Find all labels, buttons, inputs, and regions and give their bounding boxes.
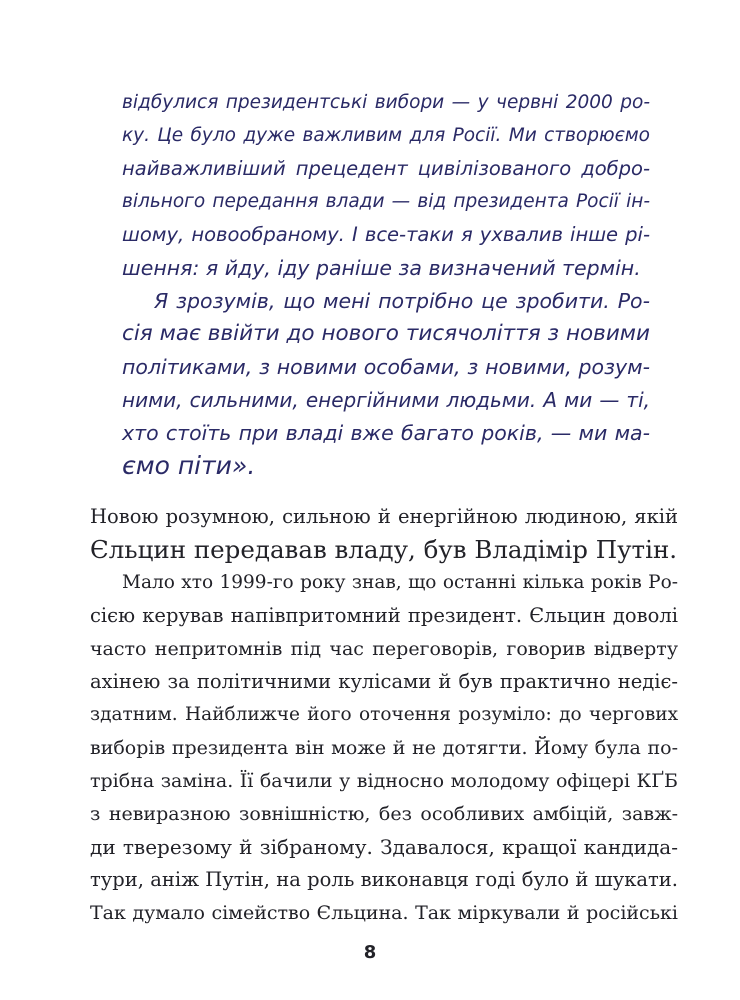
quote-line: політиками, з новими особами, з новими, розум- — [122, 355, 650, 379]
quote-line: відбулися президентські вибори — у червні 2000 ро- — [122, 92, 650, 113]
body-line: часто непритомнів під час переговорів, говорив відверту — [90, 638, 678, 660]
quote-line: ємо піти». — [122, 451, 256, 480]
quote-line: сія має ввійти до нового тисячоліття з новими — [122, 321, 650, 346]
body-line: здатним. Найближче його оточення розуміло: до чергових — [90, 704, 678, 725]
body-line: Мало хто 1999-го року знав, що останні кілька років Ро- — [122, 572, 678, 593]
body-line: Новою розумною, сильною й енергійною людиною, якій — [90, 505, 678, 528]
body-line: трібна заміна. Її бачили у відносно молодому офіцері КҐБ — [90, 770, 678, 792]
page-number: 8 — [363, 942, 377, 963]
body-line: ахінею за політичними кулісами й був практично недіє- — [90, 670, 678, 693]
body-line: Так думало сімейство Єльцина. Так міркували й російські — [90, 902, 678, 924]
body-line: тури, аніж Путін, на роль виконавця годі було й шукати. — [90, 868, 678, 891]
quote-line: хто стоїть при владі вже багато років, — ми ма- — [122, 421, 650, 445]
quote-line: шому, новообраному. І все-таки я ухвалив інше рі- — [122, 223, 650, 246]
quote-line: найважливіший прецедент цивілізованого добро- — [122, 157, 650, 180]
body-line: сією керував напівпритомний президент. Єльцин доволі — [90, 604, 678, 627]
body-line: ди тверезому й зібраному. Здавалося, кращої кандида- — [90, 835, 678, 859]
quote-line: шення: я йду, іду раніше за визначений термін. — [122, 256, 641, 280]
body-line: виборів президента він може й не дотягти. Йому була по- — [90, 737, 678, 759]
quote-line: ними, сильними, енергійними людьми. А ми — ті, — [122, 388, 650, 412]
body-line: Єльцин передавав владу, був Владімір Путін. — [90, 535, 678, 564]
body-line: з невиразною зовнішністю, без особливих амбіцій, завж- — [90, 803, 678, 825]
quote-line: вільного передання влади — від президента Росії ін- — [122, 191, 650, 212]
quote-line: ку. Це було дуже важливим для Росії. Ми створюємо — [122, 125, 650, 146]
quote-line: Я зрозумів, що мені потрібно це зробити. Ро- — [154, 289, 650, 313]
